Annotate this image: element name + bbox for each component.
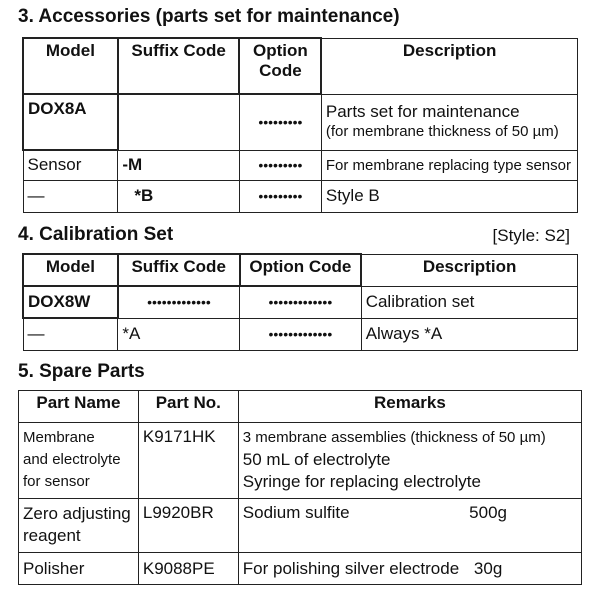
description-cell: Always *A <box>361 318 577 350</box>
model-cell: DOX8W <box>23 286 118 318</box>
table-row <box>19 499 582 553</box>
section-3-title: 3. Accessories (parts set for maintenance) <box>18 6 400 27</box>
option-cell: ••••••••••••• <box>240 286 362 318</box>
suffix-cell <box>118 94 240 150</box>
remarks-line: Syringe for replacing electrolyte <box>242 472 481 491</box>
remarks-cell <box>238 499 581 553</box>
description-cell: Style B <box>321 180 577 212</box>
remarks-cell <box>238 423 581 499</box>
header-model: Model <box>23 254 118 286</box>
description-line: Parts set for maintenance <box>325 102 520 121</box>
part-name-cell <box>19 499 139 553</box>
part-name-line: for sensor <box>23 473 90 490</box>
header-description: Description <box>361 254 577 286</box>
description-cell <box>321 94 577 150</box>
model-cell: DOX8A <box>23 94 118 150</box>
option-cell: ••••••••• <box>239 150 321 180</box>
header-option-code: Option Code <box>239 38 321 94</box>
model-cell: — <box>23 318 118 350</box>
option-cell: ••••••••••••• <box>240 318 362 350</box>
suffix-cell: *A <box>118 318 240 350</box>
header-remarks: Remarks <box>238 391 581 423</box>
header-part-no: Part No. <box>138 391 238 423</box>
header-part-name: Part Name <box>19 391 139 423</box>
table-row <box>19 553 582 585</box>
table-row <box>23 286 578 318</box>
table-row <box>23 150 578 180</box>
option-cell: ••••••••• <box>239 94 321 150</box>
part-name-line: reagent <box>23 526 81 545</box>
remarks-quantity: 500g <box>469 503 507 522</box>
table-row <box>19 423 582 499</box>
option-cell: ••••••••• <box>239 180 321 212</box>
header-suffix-code: Suffix Code <box>118 254 240 286</box>
suffix-cell: -M <box>118 150 240 180</box>
accessories-table <box>22 37 578 213</box>
part-name-cell: Polisher <box>19 553 139 585</box>
remarks-line: Sodium sulfite <box>242 503 350 522</box>
remarks-line: For polishing silver electrode <box>242 558 460 578</box>
header-description: Description <box>321 38 577 94</box>
calibration-table <box>22 253 578 351</box>
remarks-line: 50 mL of electrolyte <box>242 450 391 469</box>
part-name-line: Zero adjusting <box>23 504 131 523</box>
part-name-line: Membrane <box>23 429 95 446</box>
description-cell: Calibration set <box>361 286 577 318</box>
table-row <box>23 318 578 350</box>
suffix-cell: ••••••••••••• <box>118 286 240 318</box>
header-option-code: Option Code <box>240 254 362 286</box>
header-model: Model <box>23 38 118 94</box>
part-name-line: and electrolyte <box>23 451 121 468</box>
description-cell: For membrane replacing type sensor <box>321 150 577 180</box>
model-cell: — <box>23 180 118 212</box>
part-name-cell <box>19 423 139 499</box>
header-suffix-code: Suffix Code <box>118 38 240 94</box>
remarks-line: 3 membrane assemblies (thickness of 50 µm) <box>242 429 546 446</box>
part-no-cell: K9088PE <box>138 553 238 585</box>
section-4-title: 4. Calibration Set <box>18 224 174 245</box>
part-no-cell: L9920BR <box>138 499 238 553</box>
remarks-quantity: 30g <box>473 558 503 578</box>
description-line: (for membrane thickness of 50 µm) <box>325 123 559 140</box>
suffix-cell: *B <box>118 180 240 212</box>
style-tag: [Style: S2] <box>492 226 570 245</box>
table-row <box>23 180 578 212</box>
remarks-cell <box>238 553 581 585</box>
table-row <box>23 94 578 150</box>
model-cell: Sensor <box>23 150 118 180</box>
part-no-cell: K9171HK <box>138 423 238 499</box>
spare-parts-table <box>18 390 582 585</box>
section-5-title: 5. Spare Parts <box>18 361 145 382</box>
